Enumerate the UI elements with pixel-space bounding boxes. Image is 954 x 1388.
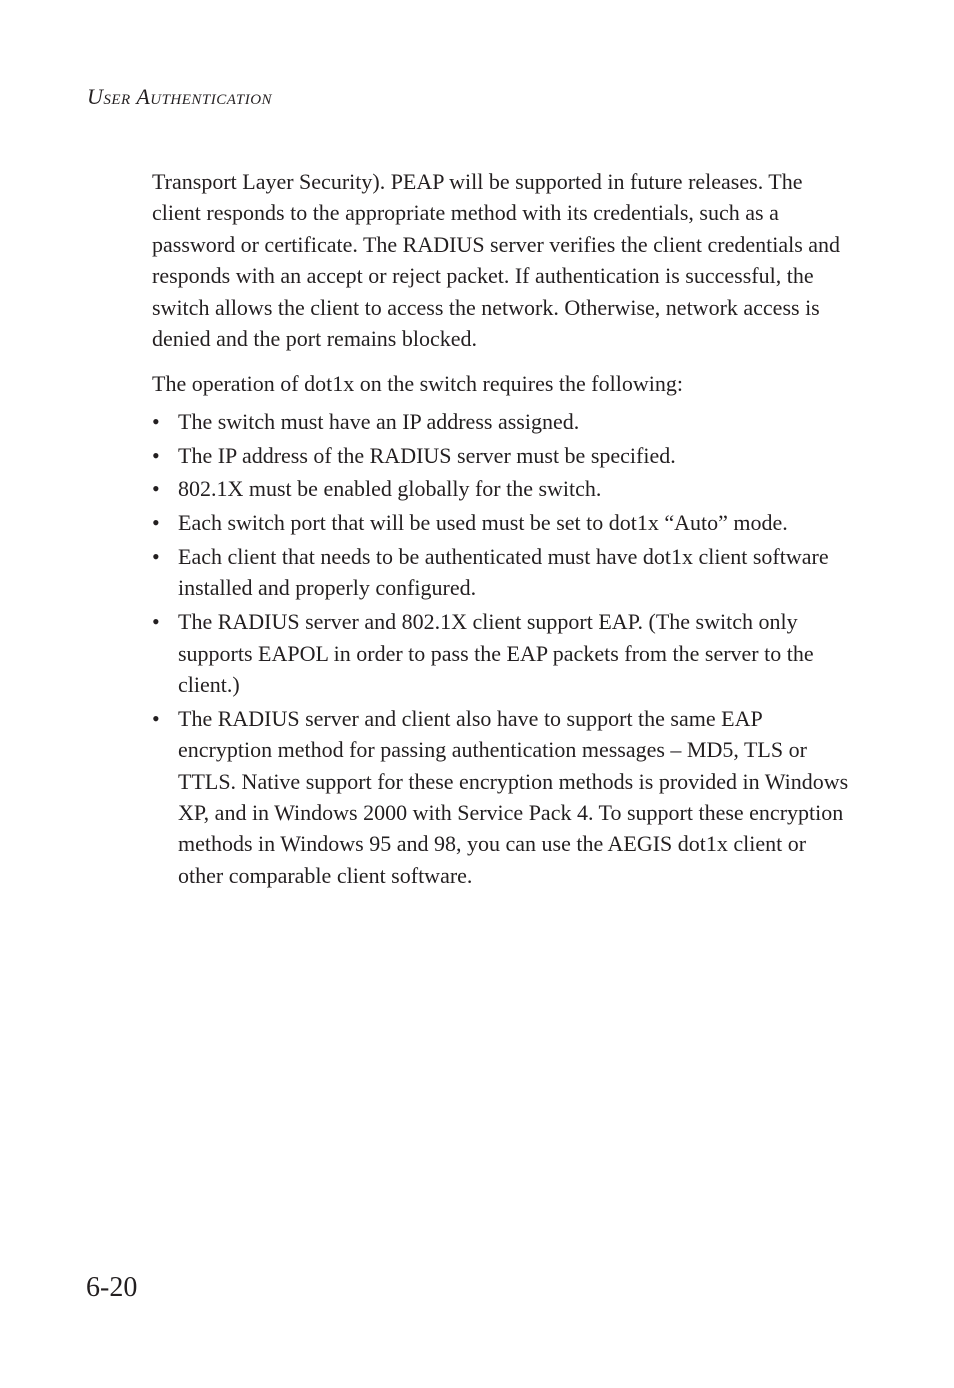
list-item-text: The IP address of the RADIUS server must be specified. [178,442,676,468]
list-item-text: The RADIUS server and client also have to support the same EAP encryption method for passing authentication messages – MD5, TLS or TTLS. Native support for these encryption methods is provided in Windows XP, and in Windows 2000 with Service Pack 4. To support these encryption methods in Windows 95 and 98, you can use the AEGIS dot1x client or other comparable client software. [178,705,849,888]
bullet-icon: • [152,476,160,502]
requirements-lead-in: The operation of dot1x on the switch requires the following: [152,371,683,397]
running-header: User Authentication [87,84,273,109]
bullet-icon: • [152,609,160,635]
requirements-list [152,406,852,891]
list-item-text: Each switch port that will be used must be set to dot1x “Auto” mode. [178,510,788,536]
bullet-icon: • [152,408,160,434]
bullet-icon: • [152,705,160,731]
bullet-icon: • [152,442,160,468]
list-item [152,541,852,604]
list-item [152,606,852,700]
page-number: 6-20 [86,1272,138,1303]
body-paragraph: Transport Layer Security). PEAP will be supported in future releases. The client responds to the appropriate method with its credentials, such as a password or certificate. The RADIUS server verifies the client credentials and responds with an accept or reject packet. If authentication is successful, the switch allows the client to access the network. Otherwise, network access is denied and the port remains blocked. [152,169,841,352]
list-item-text: The switch must have an IP address assigned. [178,408,580,434]
list-item [152,440,852,471]
list-item-text: 802.1X must be enabled globally for the switch. [178,476,602,502]
bullet-icon: • [152,510,160,536]
list-item [152,507,852,538]
list-item-text: The RADIUS server and 802.1X client support EAP. (The switch only supports EAPOL in order to pass the EAP packets from the server to the client.) [178,609,814,698]
list-item [152,703,852,891]
page-body [152,166,852,894]
list-item-text: Each client that needs to be authenticated must have dot1x client software installed and properly configured. [178,544,829,601]
bullet-icon: • [152,544,160,570]
list-item [152,406,852,437]
list-item [152,473,852,504]
